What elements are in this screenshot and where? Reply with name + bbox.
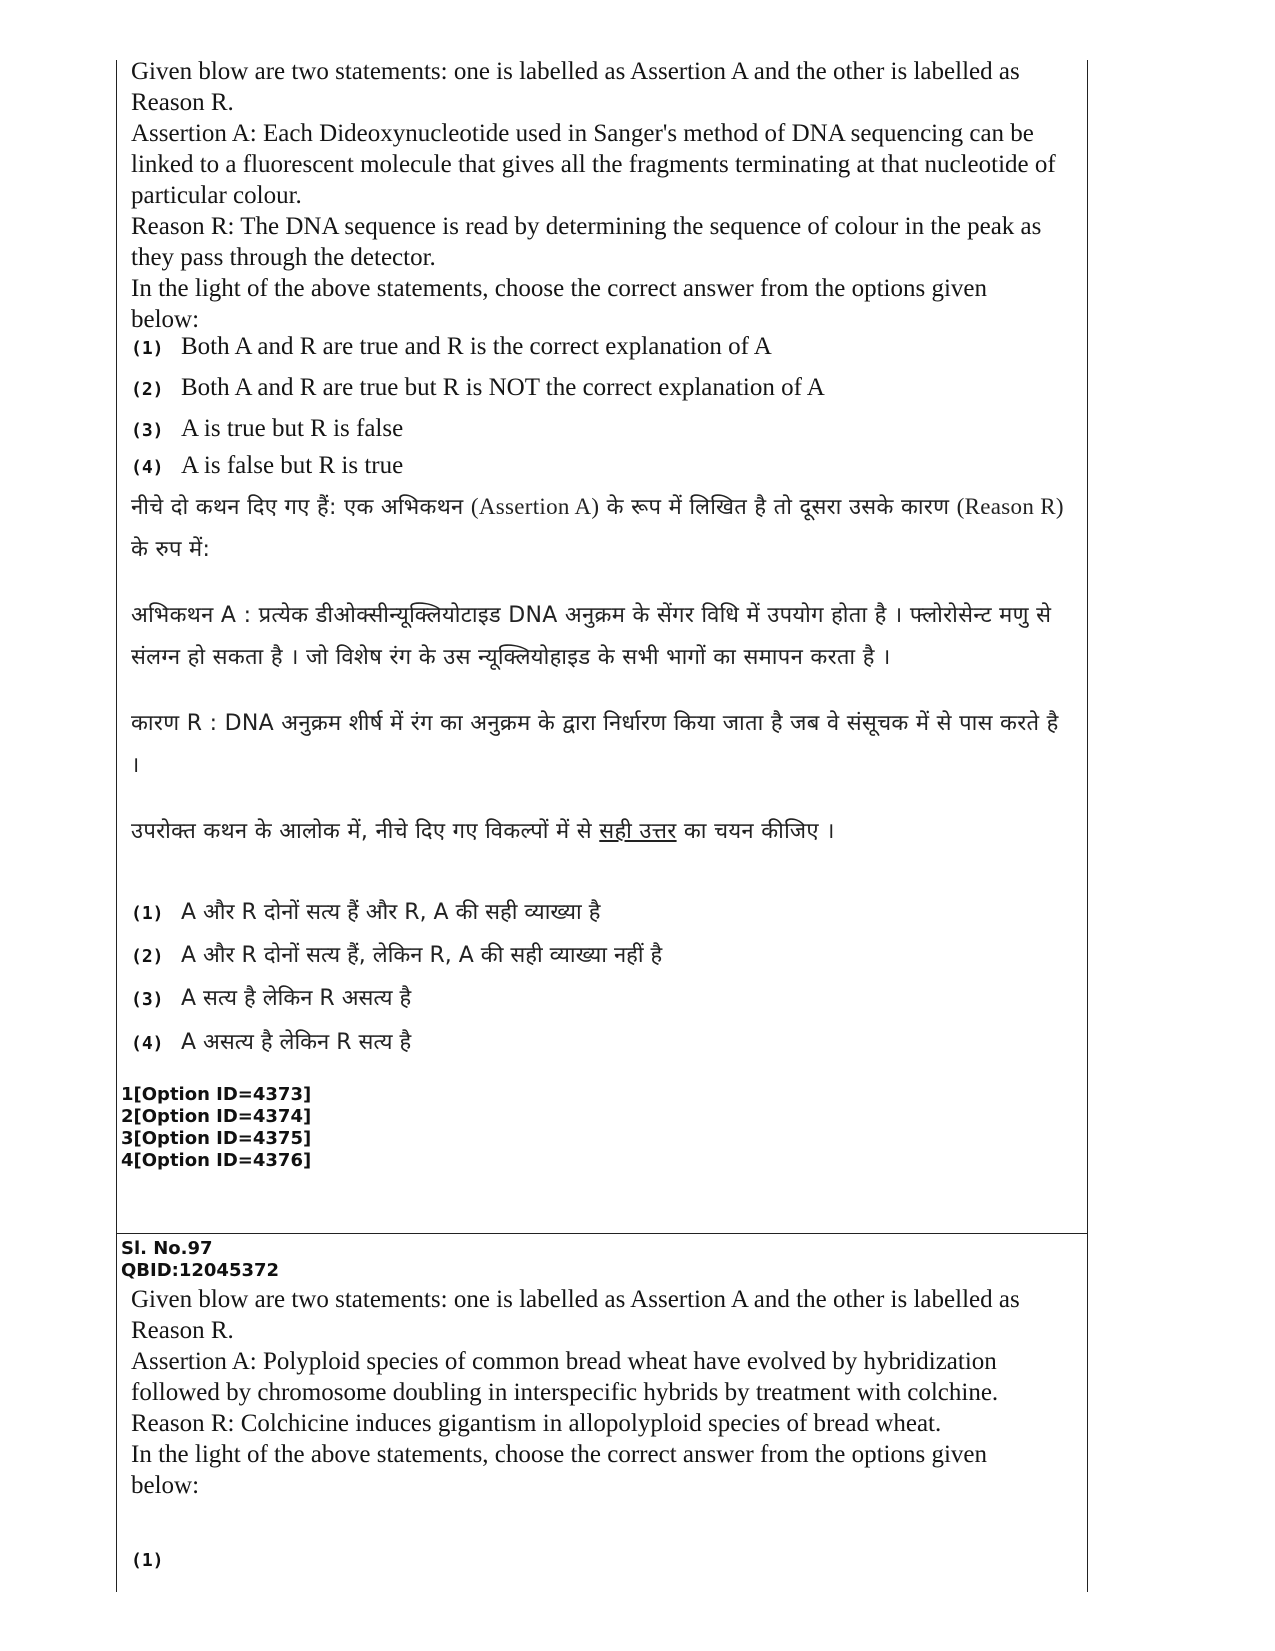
option-id: 4[Option ID=4376]	[121, 1150, 312, 1171]
option-number: (4)	[131, 457, 164, 478]
option-2	[131, 374, 825, 402]
option-text: A सत्य है लेकिन R असत्य है	[181, 986, 412, 1011]
question-cell-96	[117, 60, 1087, 1234]
stem-intro: Given blow are two statements: one is labelled as Assertion A and the other is labelled as Reason R.	[131, 58, 1020, 116]
option-number: (1)	[131, 1550, 164, 1571]
option-number: (4)	[131, 1033, 164, 1054]
option-id: 1[Option ID=4373]	[121, 1084, 312, 1105]
hindi-intro-text: के रूप में लिखित है तो दूसरा उसके कारण	[606, 495, 950, 520]
hindi-intro	[131, 486, 1073, 571]
option-id: 3[Option ID=4375]	[121, 1128, 312, 1149]
option-number: (3)	[131, 420, 164, 441]
hindi-option-1	[131, 896, 600, 926]
hindi-stem	[131, 486, 1073, 853]
stem-reason: Reason R: Colchicine induces gigantism in allopolyploid species of bread wheat.	[131, 1410, 942, 1437]
option-id: 2[Option ID=4374]	[121, 1106, 312, 1127]
option-text: A और R दोनों सत्य हैं और R, A की सही व्याख्या है	[181, 900, 601, 925]
stem-instruction: In the light of the above statements, choose the correct answer from the options given below:	[131, 275, 987, 333]
hindi-option-3	[131, 982, 411, 1012]
hindi-intro-text: के रुप में:	[131, 537, 211, 562]
option-id-list	[121, 1084, 311, 1172]
qbid: QBID:12045372	[121, 1260, 280, 1281]
option-number: (1)	[131, 338, 164, 359]
hindi-assertion: अभिकथन A : प्रत्येक डीओक्सीन्यूक्लियोटाइड DNA अनुक्रम के सेंगर विधि में उपयोग होता है । फ्लोरोसेन्ट मणु से संलग्न हो सकता है । जो विशेष रंग के उस न्यूक्लियोहाइड के सभी भागों का समापन करता है ।	[131, 603, 1052, 670]
option-number: (2)	[131, 946, 164, 967]
option-3	[131, 415, 403, 443]
option-1	[131, 333, 772, 361]
option-number: (3)	[131, 989, 164, 1010]
option-text: A असत्य है लेकिन R सत्य है	[181, 1030, 412, 1055]
stem-assertion: Assertion A: Each Dideoxynucleotide used in Sanger's method of DNA sequencing can be linked to a fluorescent molecule that gives all the fragments terminating at that nucleotide of particular colour.	[131, 120, 1056, 209]
hindi-instruction-text: उपरोक्त कथन के आलोक में, नीचे दिए गए विकल्पों में से	[131, 819, 592, 844]
question-meta	[121, 1238, 279, 1282]
question-table	[116, 60, 1088, 1592]
stem-intro: Given blow are two statements: one is labelled as Assertion A and the other is labelled as Reason R.	[131, 1286, 1020, 1344]
serial-number: Sl. No.97	[121, 1238, 213, 1259]
hindi-instruction-text: का चयन कीजिए ।	[683, 819, 835, 844]
hindi-intro-reason: (Reason R)	[956, 494, 1064, 519]
question-cell-97	[117, 1234, 1087, 1592]
stem-assertion: Assertion A: Polyploid species of common bread wheat have evolved by hybridization followed by chromosome doubling in interspecific hybrids by treatment with colchine.	[131, 1348, 999, 1406]
stem-instruction: In the light of the above statements, choose the correct answer from the options given below:	[131, 1441, 987, 1499]
stem-reason: Reason R: The DNA sequence is read by determining the sequence of colour in the peak as they pass through the detector.	[131, 213, 1042, 271]
question-stem	[131, 1284, 1057, 1501]
option-text: A is false but R is true	[181, 452, 404, 479]
option-text: Both A and R are true but R is NOT the correct explanation of A	[181, 374, 825, 401]
question-stem	[131, 56, 1057, 335]
option-text: A और R दोनों सत्य हैं, लेकिन R, A की सही व्याख्या नहीं है	[181, 943, 663, 968]
option-number: (1)	[131, 903, 164, 924]
hindi-reason: कारण R : DNA अनुक्रम शीर्ष में रंग का अनुक्रम के द्वारा निर्धारण किया जाता है जब वे संसूचक में से पास करते है ।	[131, 711, 1059, 778]
option-text: A is true but R is false	[181, 415, 404, 442]
option-text: Both A and R are true and R is the correct explanation of A	[181, 333, 772, 360]
hindi-intro-text: नीचे दो कथन दिए गए हैं: एक अभिकथन	[131, 495, 464, 520]
option-number: (2)	[131, 379, 164, 400]
hindi-intro-assertion: (Assertion A)	[470, 494, 600, 519]
hindi-option-2	[131, 939, 662, 969]
option-4	[131, 452, 403, 480]
option-1	[131, 1550, 181, 1571]
hindi-instruction-underlined: सही उत्तर	[599, 819, 677, 844]
hindi-instruction	[131, 811, 1073, 853]
hindi-option-4	[131, 1026, 411, 1056]
